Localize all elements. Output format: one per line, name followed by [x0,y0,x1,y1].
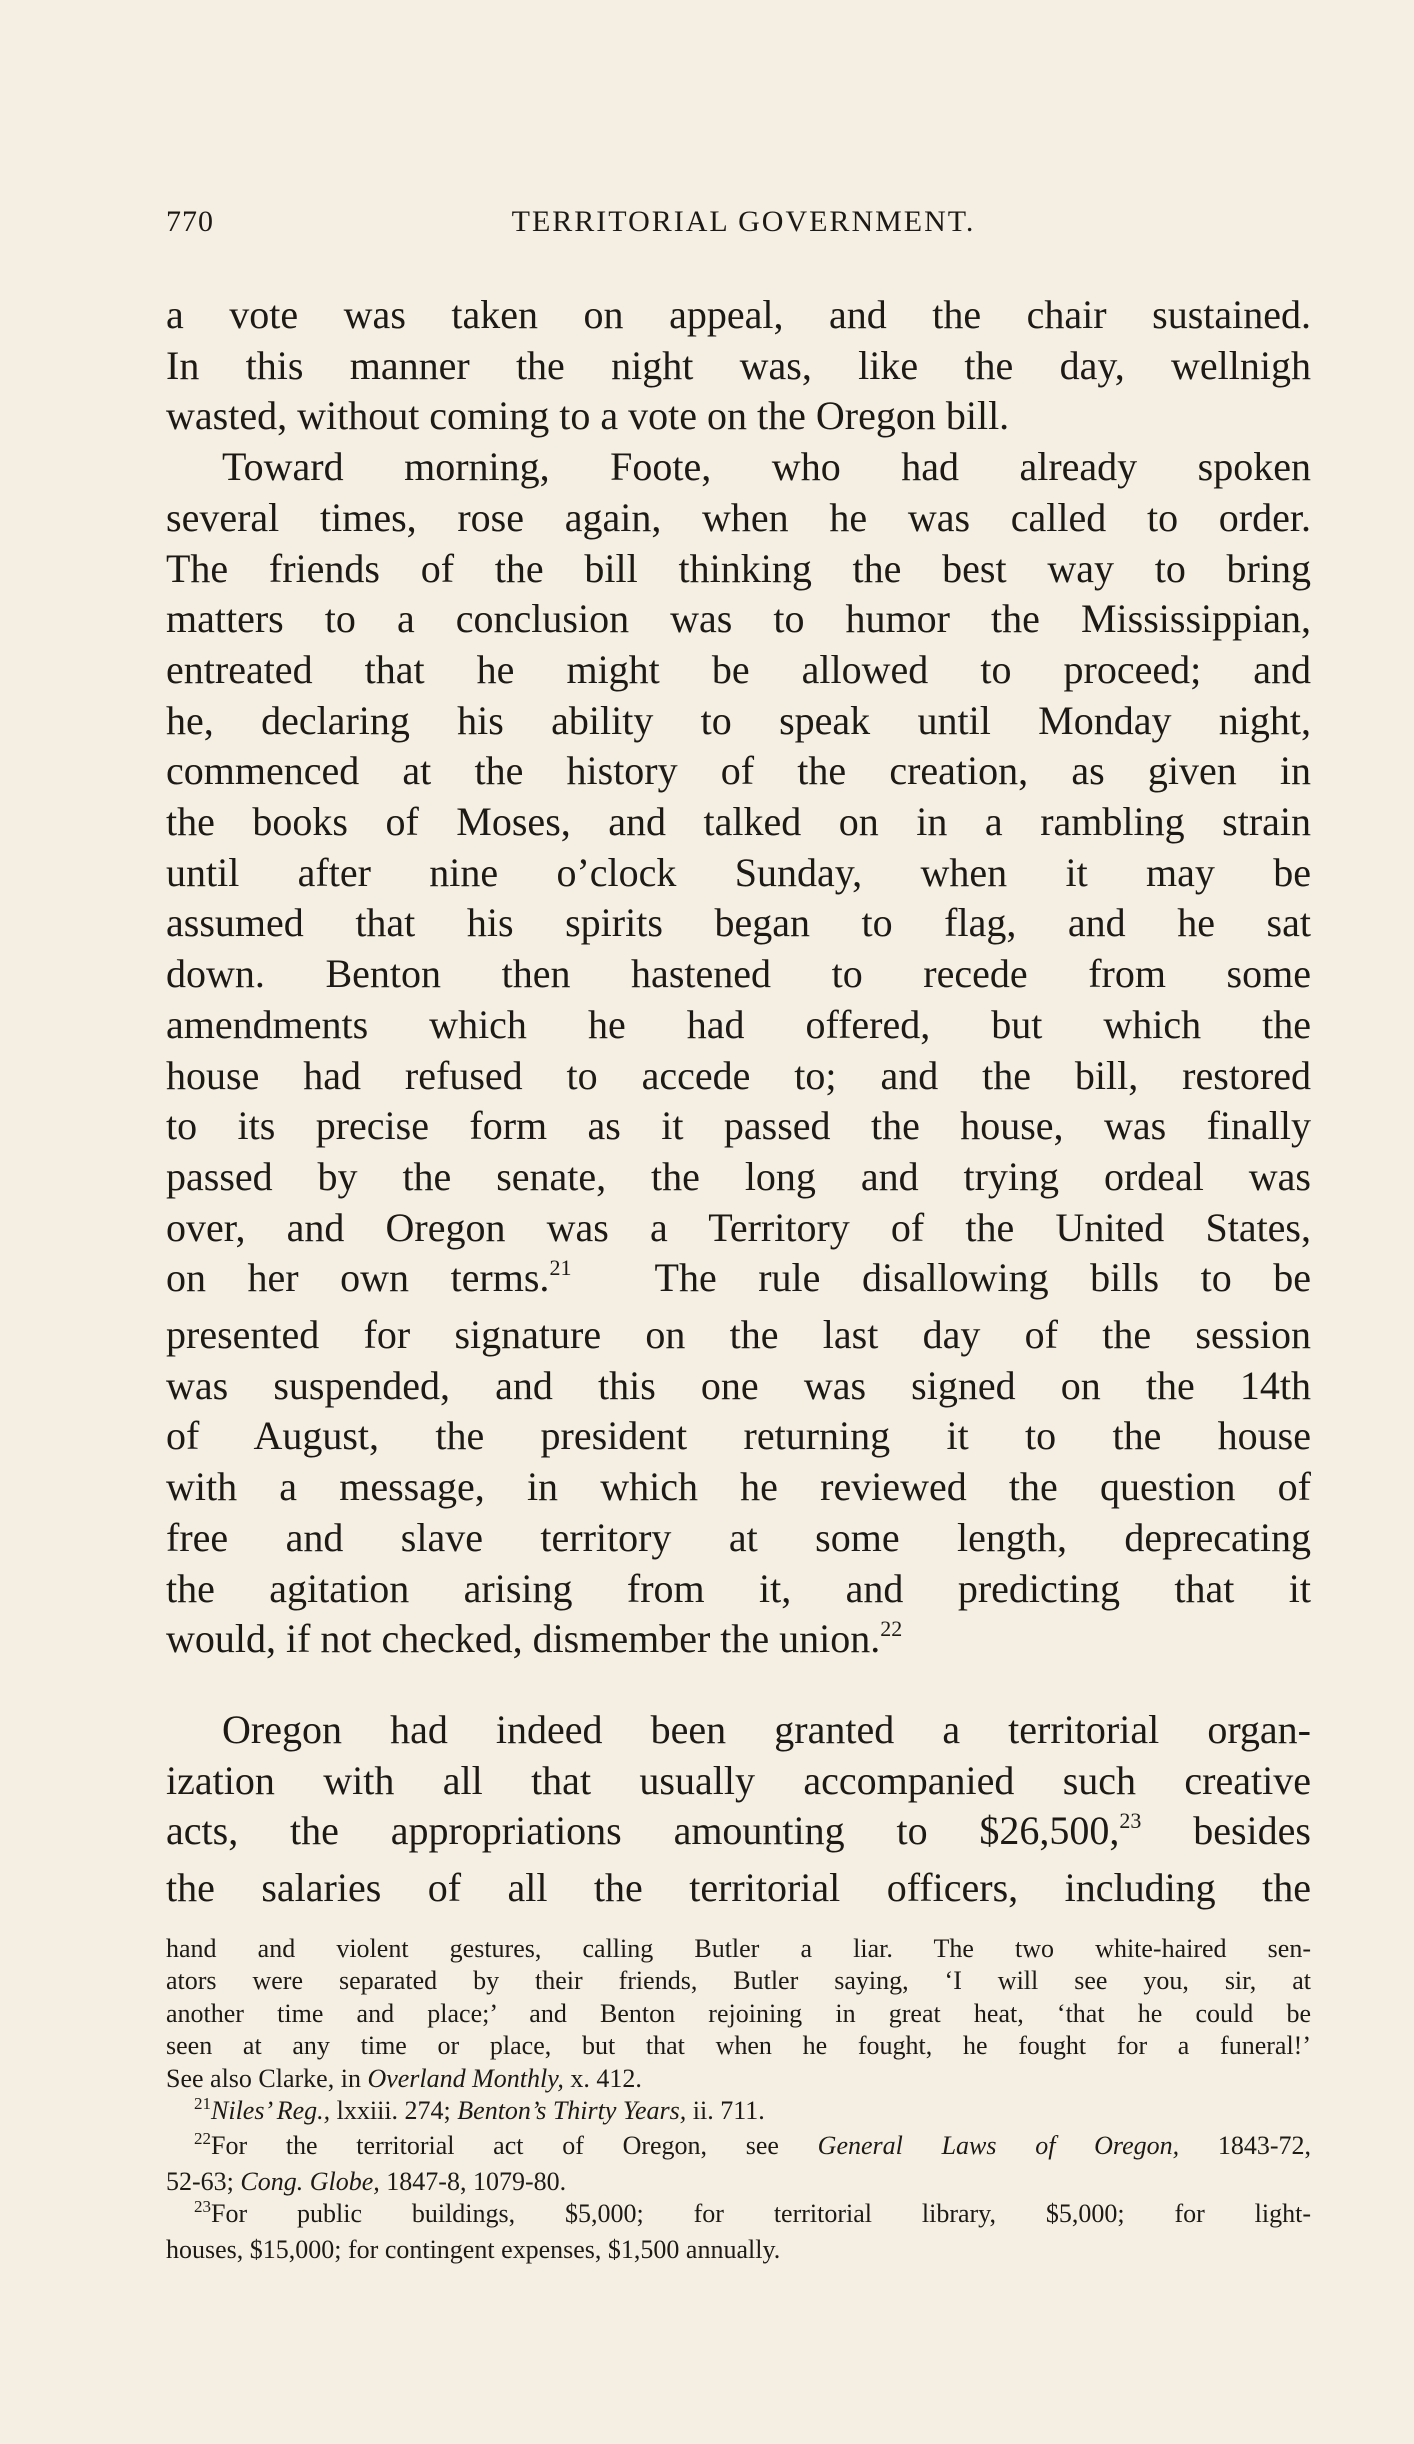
footnote-number: 21 [194,2094,211,2114]
text-segment: acts, the appropriations amounting to $26,500, [166,1808,1120,1854]
text-line: Oregon had indeed been granted a territorial organ- [222,1707,1311,1752]
running-head [166,205,1321,245]
footnotes [166,1933,1311,2266]
text-line [166,1806,1311,1863]
footnote-line [166,2063,1311,2095]
text-line: presented for signature on the last day of the session [166,1312,1311,1358]
text-segment: 1847-8, 1079-80. [386,2166,567,2196]
text-line: to its precise form as it passed the house, was finally [166,1103,1311,1149]
text-segment: on her own terms. [166,1255,550,1301]
footnote-line: another time and place;’ and Benton rejoining in great heat, ‘that he could be [166,1998,1311,2028]
running-title: TERRITORIAL GOVERNMENT. [511,205,976,238]
footnote-line: ators were separated by their friends, Butler saying, ‘I will see you, sir, at [166,1966,1311,1996]
text-segment: besides [1193,1808,1311,1854]
citation-title: Niles’ Reg., [211,2096,331,2126]
text-line: down. Benton then hastened to recede from some [166,951,1311,997]
text-line: entreated that he might be allowed to proceed; and [166,646,1311,692]
text-line: ization with all that usually accompanied such creative [166,1757,1311,1803]
text-line: several times, rose again, when he was called to order. [166,494,1311,540]
text-line: the books of Moses, and talked on in a rambling strain [166,799,1311,845]
text-line: In this manner the night was, like the day, wellnigh [166,342,1311,388]
text-line: a vote was taken on appeal, and the chair sustained. [166,292,1311,337]
text-line: of August, the president returning it to the house [166,1413,1311,1459]
citation-title: Overland Monthly, [367,2063,564,2093]
text-line: passed by the senate, the long and trying ordeal was [166,1153,1311,1199]
text-line: matters to a conclusion was to humor the Mississippian, [166,596,1311,642]
text-segment: For public buildings, $5,000; for territorial library, $5,000; for light- [211,2199,1311,2229]
text-line: Toward morning, Foote, who had already spoken [222,444,1311,490]
text-line: wasted, without coming to a vote on the Oregon bill. [166,393,1010,439]
text-line [166,1253,1311,1310]
text-line: house had refused to accede to; and the bill, restored [166,1052,1311,1098]
text-line: with a message, in which he reviewed the question of [166,1464,1311,1510]
footnote-21 [166,2095,1311,2130]
text-segment: x. 412. [570,2063,642,2093]
text-line: the agitation arising from it, and predicting that it [166,1565,1311,1611]
footnote-number: 23 [194,2197,211,2217]
footnote-23 [166,2198,1311,2233]
citation-title: Benton’s Thirty Years, [457,2096,687,2126]
text-segment: would, if not checked, dismember the union. [166,1616,881,1662]
text-line: over, and Oregon was a Territory of the United States, [166,1204,1311,1250]
text-line: The friends of the bill thinking the best way to bring [166,545,1311,591]
main-text [166,290,1311,1671]
footnote-marker[interactable]: 23 [1119,1808,1142,1834]
text-line: assumed that his spirits began to flag, and he sat [166,900,1311,946]
footnote-line [166,2166,1311,2198]
text-line: the salaries of all the territorial officers, including the [166,1865,1311,1911]
page-number: 770 [166,205,214,238]
footnote-22 [166,2130,1311,2165]
text-segment: See also Clarke, in [166,2063,361,2093]
footnote-line: hand and violent gestures, calling Butler a liar. The two white-haired sen- [166,1934,1311,1963]
text-line: was suspended, and this one was signed on the 14th [166,1362,1311,1408]
text-segment: 1843-72, [1217,2131,1312,2161]
text-segment: For the territorial act of Oregon, see [211,2131,779,2161]
text-segment: ii. 711. [692,2096,765,2126]
footnote-marker[interactable]: 22 [880,1616,903,1642]
text-line: until after nine o’clock Sunday, when it may be [166,849,1311,895]
text-segment: The rule disallowing bills to be [654,1255,1312,1301]
footnote-line: houses, $15,000; for contingent expenses, $1,500 annually. [166,2234,781,2264]
citation-title: General Laws of Oregon, [817,2131,1180,2161]
footnote-line: seen at any time or place, but that when he fought, he fought for a funeral!’ [166,2031,1311,2061]
citation-title: Cong. Globe, [240,2166,380,2196]
main-text-continued [166,1705,1311,1914]
footnote-number: 22 [194,2129,211,2149]
text-segment: lxxiii. 274; [336,2096,451,2126]
text-line: he, declaring his ability to speak until Monday night, [166,697,1311,743]
text-line: free and slave territory at some length, deprecating [166,1514,1311,1560]
text-line: commenced at the history of the creation, as given in [166,748,1311,794]
text-line [166,1614,1311,1671]
footnote-marker[interactable]: 21 [549,1255,572,1281]
text-segment: 52-63; [166,2166,234,2196]
text-line: amendments which he had offered, but which the [166,1001,1311,1047]
